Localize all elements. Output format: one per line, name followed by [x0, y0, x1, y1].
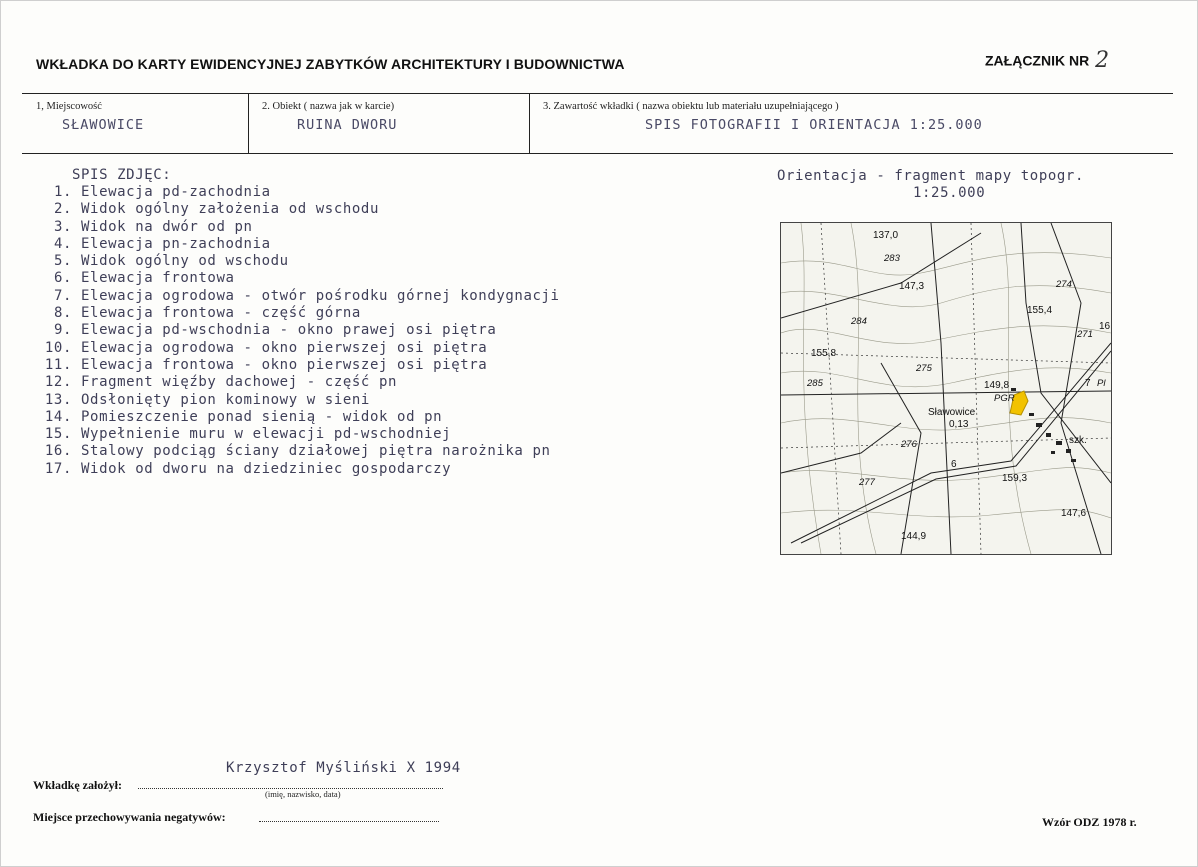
map-label: 159,3 [1002, 473, 1028, 484]
photo-list-number: 14. [44, 408, 72, 425]
photo-list-text: Elewacja ogrodowa - otwór pośrodku górnej kondygnacji [81, 287, 560, 304]
content-value: SPIS FOTOGRAFII I ORIENTACJA 1:25.000 [645, 117, 983, 133]
map-label: 271 [1077, 329, 1093, 340]
map-label: PGR [994, 393, 1015, 404]
photo-list-item [30, 288, 560, 305]
photo-list-text: Widok ogólny założenia od wschodu [81, 201, 379, 218]
map-label: 147,3 [899, 281, 925, 292]
signature-typed: Krzysztof Myśliński X 1994 [226, 760, 461, 776]
photo-list-item [30, 201, 560, 218]
map-label: 155,4 [1027, 305, 1053, 316]
photo-list-item [30, 443, 560, 460]
photo-list-number: 7. [53, 287, 72, 304]
map-label: 275 [916, 363, 932, 374]
photo-list-text: Pomieszczenie ponad sienią - widok od pn [81, 408, 443, 425]
field-divider-2 [529, 93, 530, 153]
photo-list-title: SPIS ZDJĘC: [72, 167, 172, 183]
photo-list-number: 2. [53, 201, 72, 218]
photo-list [30, 184, 560, 478]
locality-label: 1, Miejscowość [36, 101, 102, 112]
map-label: szk. [1069, 435, 1087, 446]
photo-list-item [30, 322, 560, 339]
photo-list-number: 8. [53, 305, 72, 322]
form-title: WKŁADKA DO KARTY EWIDENCYJNEJ ZABYTKÓW ARCHITEKTURY I BUDOWNICTWA [36, 56, 625, 72]
map-label: 137,0 [873, 230, 899, 241]
photo-list-number: 15. [44, 426, 72, 443]
photo-list-text: Elewacja frontowa [81, 270, 235, 287]
photo-list-number: 4. [53, 235, 72, 252]
fields-bottom-rule [22, 153, 1173, 154]
map-label: 155,8 [811, 348, 837, 359]
photo-list-item [30, 461, 560, 478]
map-label: 274 [1056, 279, 1072, 290]
photo-list-number: 3. [53, 218, 72, 235]
photo-list-item [30, 357, 560, 374]
map-label: Pl [1097, 378, 1106, 389]
map-label: 6 [951, 459, 957, 470]
map-label: 149,8 [984, 380, 1010, 391]
photo-list-text: Elewacja frontowa - okno pierwszej osi piętra [81, 356, 488, 373]
content-label: 3. Zawartość wkładki ( nazwa obiektu lub materiału uzupełniającego ) [543, 101, 839, 112]
photo-list-item [30, 374, 560, 391]
field-divider-1 [248, 93, 249, 153]
orientation-scale: 1:25.000 [913, 185, 986, 201]
topographic-map [780, 222, 1112, 555]
photo-list-text: Widok na dwór od pn [81, 218, 253, 235]
photo-list-text: Wypełnienie muru w elewacji pd-wschodniej [81, 426, 452, 443]
map-paths [781, 223, 1111, 554]
photo-list-item [30, 236, 560, 253]
photo-list-item [30, 392, 560, 409]
map-drawing [781, 223, 1111, 554]
photo-list-item [30, 184, 560, 201]
map-label: 276 [901, 439, 917, 450]
photo-list-text: Elewacja pd-zachodnia [81, 184, 271, 200]
map-label: 284 [851, 316, 867, 327]
object-value: RUINA DWORU [297, 117, 398, 133]
map-label: 7 [1085, 378, 1091, 389]
photo-list-number: 12. [44, 374, 72, 391]
photo-list-text: Widok ogólny od wschodu [81, 253, 289, 270]
map-roads [781, 223, 1111, 554]
map-label: 16 [1099, 321, 1111, 332]
storage-dotted-line [259, 821, 439, 822]
photo-list-item [30, 426, 560, 443]
photo-list-item [30, 305, 560, 322]
map-label: 0,13 [949, 419, 969, 430]
locality-value: SŁAWOWICE [62, 117, 145, 133]
photo-list-number: 17. [44, 460, 72, 477]
annex-label: ZAŁĄCZNIK NR [985, 52, 1090, 69]
photo-list-text: Elewacja ogrodowa - okno pierwszej osi piętra [81, 339, 488, 356]
photo-list-text: Elewacja frontowa - część górna [81, 305, 361, 322]
annex-number: 2 [1095, 48, 1110, 73]
annex-indicator [985, 48, 1109, 73]
photo-list-number: 13. [44, 391, 72, 408]
map-label: 283 [884, 253, 900, 264]
map-label: Sławowice [928, 407, 976, 418]
photo-list-number: 9. [53, 322, 72, 339]
photo-list-item [30, 270, 560, 287]
photo-list-number: 5. [53, 253, 72, 270]
fields-top-rule [22, 93, 1173, 94]
map-contours [781, 223, 1111, 554]
created-by-hint: (imię, nazwisko, data) [265, 789, 341, 799]
photo-list-text: Elewacja pn-zachodnia [81, 235, 271, 252]
map-label: 285 [807, 378, 823, 389]
orientation-caption: Orientacja - fragment mapy topogr. [777, 168, 1084, 184]
photo-list-text: Fragment więźby dachowej - część pn [81, 374, 398, 391]
created-by-label: Wkładkę założył: [33, 778, 122, 792]
photo-list-text: Stalowy podciąg ściany działowej piętra narożnika pn [81, 443, 551, 460]
photo-list-item [30, 409, 560, 426]
photo-list-number: 11. [44, 356, 72, 373]
map-label: 147,6 [1061, 508, 1087, 519]
map-label: 144,9 [901, 531, 927, 542]
photo-list-text: Elewacja pd-wschodnia - okno prawej osi piętra [81, 322, 497, 339]
form-code: Wzór ODZ 1978 r. [1042, 815, 1137, 829]
map-label: 277 [859, 477, 875, 488]
photo-list-number: 10. [44, 339, 72, 356]
photo-list-item [30, 340, 560, 357]
photo-list-item [30, 253, 560, 270]
photo-list-text: Odsłonięty pion kominowy w sieni [81, 391, 370, 408]
photo-list-text: Widok od dworu na dziedziniec gospodarczy [81, 460, 452, 477]
photo-list-number: 16. [44, 443, 72, 460]
photo-list-number: 1. [53, 184, 72, 200]
storage-label: Miejsce przechowywania negatywów: [33, 810, 226, 824]
photo-list-number: 6. [53, 270, 72, 287]
photo-list-item [30, 219, 560, 236]
object-label: 2. Obiekt ( nazwa jak w karcie) [262, 101, 395, 112]
